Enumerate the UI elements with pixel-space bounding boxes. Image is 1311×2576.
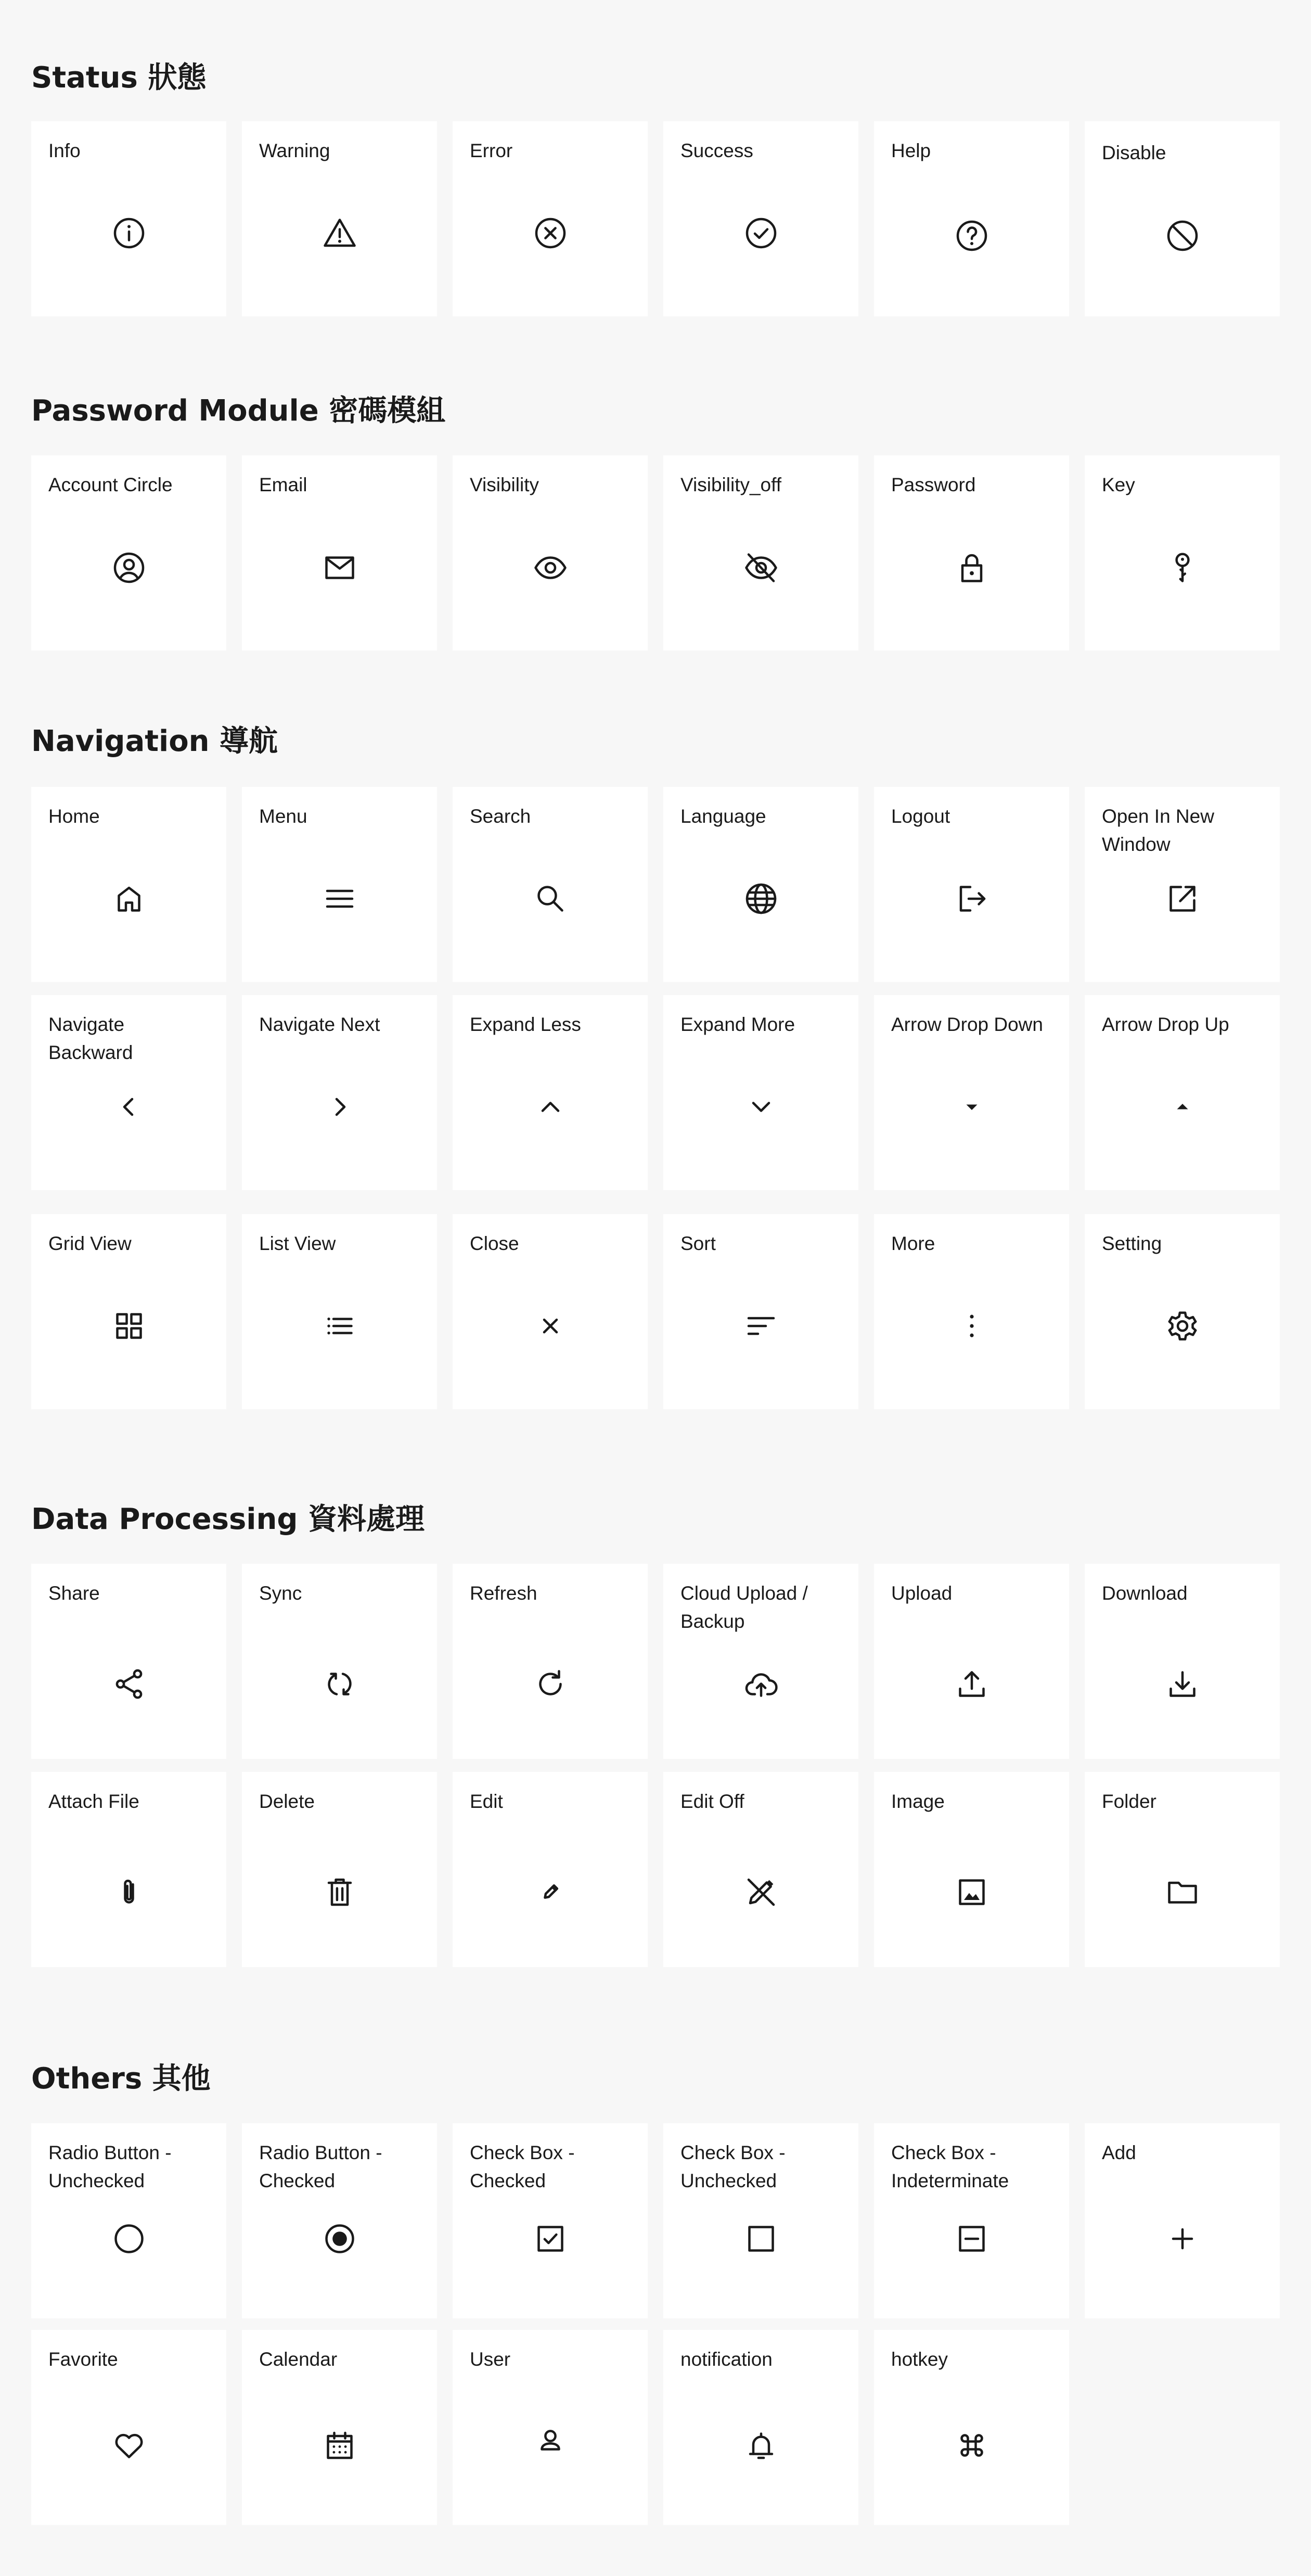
- logout-icon: [874, 875, 1069, 922]
- key-icon: [1085, 544, 1280, 591]
- more-icon: [874, 1303, 1069, 1349]
- upload-icon: [874, 1661, 1069, 1707]
- disable-icon: [1085, 212, 1280, 259]
- icon-card[interactable]: [663, 121, 858, 316]
- visibility-off-icon: [663, 544, 858, 591]
- favorite-icon: [31, 2422, 226, 2469]
- icon-card[interactable]: [874, 455, 1069, 651]
- download-icon: [1085, 1661, 1280, 1707]
- icon-card[interactable]: [874, 995, 1069, 1190]
- card-label: Edit Off: [680, 1791, 744, 1812]
- card-label: Info: [48, 140, 81, 161]
- expand-more-icon: [663, 1083, 858, 1130]
- checkbox-unchecked-icon: [663, 2215, 858, 2262]
- info-icon: [31, 210, 226, 257]
- icon-card[interactable]: [663, 455, 858, 651]
- icon-card[interactable]: [1085, 1564, 1280, 1759]
- icon-card[interactable]: [1085, 455, 1280, 651]
- radio-unchecked-icon: [31, 2215, 226, 2262]
- icon-card[interactable]: [453, 995, 648, 1190]
- card-label: Disable: [1102, 142, 1166, 163]
- card-label: Error: [470, 140, 513, 161]
- card-label: Add: [1102, 2142, 1136, 2163]
- folder-icon: [1085, 1869, 1280, 1916]
- arrow-drop-up-icon: [1085, 1083, 1280, 1130]
- card-label: Email: [259, 474, 307, 495]
- card-label: List View: [259, 1233, 336, 1254]
- card-label: User: [470, 2349, 511, 2370]
- icon-card[interactable]: [31, 1772, 226, 1967]
- card-label: Check Box - Checked: [470, 2142, 575, 2191]
- error-icon: [453, 210, 648, 257]
- card-label: More: [891, 1233, 935, 1254]
- card-label: Download: [1102, 1583, 1188, 1604]
- grid-view-icon: [31, 1303, 226, 1349]
- checkbox-checked-icon: [453, 2215, 648, 2262]
- card-label: Menu: [259, 806, 307, 827]
- icon-card[interactable]: [874, 787, 1069, 982]
- icon-card[interactable]: [31, 121, 226, 316]
- help-icon: [874, 212, 1069, 259]
- icon-card[interactable]: [1085, 995, 1280, 1190]
- icon-card[interactable]: [242, 121, 437, 316]
- icon-card[interactable]: [242, 1214, 437, 1409]
- section-title: Status 狀態: [31, 61, 207, 95]
- icon-card[interactable]: [453, 2330, 648, 2525]
- icon-card[interactable]: [663, 995, 858, 1190]
- section-title: Password Module 密碼模組: [31, 394, 446, 428]
- icon-card[interactable]: [31, 2123, 226, 2318]
- card-label: hotkey: [891, 2349, 948, 2370]
- password-section: [31, 390, 1280, 651]
- icon-card[interactable]: [874, 1214, 1069, 1409]
- section-title: Others 其他: [31, 2062, 211, 2096]
- icon-card[interactable]: [663, 2123, 858, 2318]
- navigation-section: [31, 721, 1280, 1410]
- edit-icon: [453, 1869, 648, 1916]
- card-label: Home: [48, 806, 100, 827]
- attach-file-icon: [31, 1869, 226, 1916]
- card-label: Search: [470, 806, 531, 827]
- icon-card[interactable]: [31, 995, 226, 1190]
- card-label: Password: [891, 474, 976, 495]
- navigate-next-icon: [242, 1083, 437, 1130]
- card-label: Expand More: [680, 1014, 795, 1035]
- search-icon: [453, 875, 648, 922]
- icon-card[interactable]: [663, 787, 858, 982]
- card-label: Help: [891, 140, 931, 161]
- icon-card[interactable]: [874, 121, 1069, 316]
- icon-card[interactable]: [1085, 787, 1280, 982]
- card-label: Check Box - Indeterminate: [891, 2142, 1009, 2191]
- success-icon: [663, 210, 858, 257]
- password-icon: [874, 544, 1069, 591]
- share-icon: [31, 1661, 226, 1707]
- user-icon: [453, 2417, 648, 2464]
- expand-less-icon: [453, 1083, 648, 1130]
- card-label: Folder: [1102, 1791, 1156, 1812]
- card-label: Radio Button - Unchecked: [48, 2142, 172, 2191]
- card-label: Key: [1102, 474, 1135, 495]
- card-label: notification: [680, 2349, 773, 2370]
- close-icon: [453, 1303, 648, 1349]
- icon-card[interactable]: [874, 1772, 1069, 1967]
- setting-icon: [1085, 1303, 1280, 1349]
- add-icon: [1085, 2215, 1280, 2262]
- card-label: Arrow Drop Up: [1102, 1014, 1229, 1035]
- icon-card[interactable]: [242, 2330, 437, 2525]
- icon-card[interactable]: [874, 2123, 1069, 2318]
- language-icon: [663, 875, 858, 922]
- icon-card[interactable]: [242, 2123, 437, 2318]
- card-label: Sort: [680, 1233, 716, 1254]
- card-label: Open In New Window: [1102, 806, 1214, 855]
- delete-icon: [242, 1869, 437, 1916]
- card-label: Expand Less: [470, 1014, 581, 1035]
- card-label: Account Circle: [48, 474, 173, 495]
- icon-card[interactable]: [453, 1214, 648, 1409]
- icon-card[interactable]: [31, 1564, 226, 1759]
- home-icon: [31, 875, 226, 922]
- card-label: Share: [48, 1583, 100, 1604]
- icon-card[interactable]: [663, 2330, 858, 2525]
- others-section: [31, 2058, 1280, 2527]
- card-label: Logout: [891, 806, 950, 827]
- card-label: Calendar: [259, 2349, 338, 2370]
- icon-card[interactable]: [1085, 1214, 1280, 1409]
- icon-card[interactable]: [31, 1214, 226, 1409]
- card-label: Check Box - Unchecked: [680, 2142, 786, 2191]
- icon-card[interactable]: [453, 1772, 648, 1967]
- card-label: Navigate Next: [259, 1014, 380, 1035]
- hotkey-icon: [874, 2422, 1069, 2469]
- icon-card[interactable]: [31, 787, 226, 982]
- data-processing-section: [31, 1499, 1280, 1970]
- edit-off-icon: [663, 1869, 858, 1916]
- card-label: Navigate Backward: [48, 1014, 133, 1063]
- card-label: Delete: [259, 1791, 315, 1812]
- card-label: Arrow Drop Down: [891, 1014, 1043, 1035]
- radio-checked-icon: [242, 2215, 437, 2262]
- icon-card[interactable]: [663, 1772, 858, 1967]
- open-in-new-window-icon: [1085, 875, 1280, 922]
- refresh-icon: [453, 1661, 648, 1707]
- section-title: Data Processing 資料處理: [31, 1502, 425, 1536]
- card-label: Grid View: [48, 1233, 132, 1254]
- cloud-upload-icon: [663, 1661, 858, 1707]
- icon-card[interactable]: [453, 787, 648, 982]
- icon-card[interactable]: [663, 1214, 858, 1409]
- list-view-icon: [242, 1303, 437, 1349]
- card-label: Close: [470, 1233, 519, 1254]
- sort-icon: [663, 1303, 858, 1349]
- icon-card[interactable]: [453, 121, 648, 316]
- navigate-backward-icon: [31, 1083, 226, 1130]
- warning-icon: [242, 210, 437, 257]
- card-label: Visibility_off: [680, 474, 782, 495]
- arrow-drop-down-icon: [874, 1083, 1069, 1130]
- icon-card[interactable]: [242, 995, 437, 1190]
- icon-card[interactable]: [874, 2330, 1069, 2525]
- card-label: Warning: [259, 140, 330, 161]
- card-label: Language: [680, 806, 766, 827]
- card-label: Upload: [891, 1583, 953, 1604]
- card-label: Success: [680, 140, 753, 161]
- icon-card[interactable]: [453, 455, 648, 651]
- email-icon: [242, 544, 437, 591]
- icon-card[interactable]: [1085, 1772, 1280, 1967]
- card-label: Cloud Upload / Backup: [680, 1583, 808, 1632]
- card-label: Attach File: [48, 1791, 139, 1812]
- card-label: Image: [891, 1791, 945, 1812]
- calendar-icon: [242, 2422, 437, 2469]
- card-label: Setting: [1102, 1233, 1162, 1254]
- card-label: Visibility: [470, 474, 539, 495]
- visibility-icon: [453, 544, 648, 591]
- status-section: [31, 57, 1280, 317]
- icon-card[interactable]: [874, 1564, 1069, 1759]
- icon-card[interactable]: [242, 1772, 437, 1967]
- icon-card[interactable]: [1085, 121, 1280, 316]
- card-label: Radio Button - Checked: [259, 2142, 382, 2191]
- icon-card[interactable]: [453, 1564, 648, 1759]
- icon-card[interactable]: [242, 455, 437, 651]
- card-label: Sync: [259, 1583, 302, 1604]
- sync-icon: [242, 1661, 437, 1707]
- card-label: Edit: [470, 1791, 503, 1812]
- icon-card[interactable]: [31, 455, 226, 651]
- icon-card[interactable]: [31, 2330, 226, 2525]
- image-icon: [874, 1869, 1069, 1916]
- icon-card[interactable]: [242, 1564, 437, 1759]
- icon-card[interactable]: [242, 787, 437, 982]
- account-circle-icon: [31, 544, 226, 591]
- card-label: Refresh: [470, 1583, 537, 1604]
- card-label: Favorite: [48, 2349, 118, 2370]
- section-title: Navigation 導航: [31, 724, 278, 758]
- icon-card[interactable]: [1085, 2123, 1280, 2318]
- icon-card[interactable]: [663, 1564, 858, 1759]
- icon-card[interactable]: [453, 2123, 648, 2318]
- menu-icon: [242, 875, 437, 922]
- checkbox-indeterminate-icon: [874, 2215, 1069, 2262]
- notification-icon: [663, 2422, 858, 2469]
